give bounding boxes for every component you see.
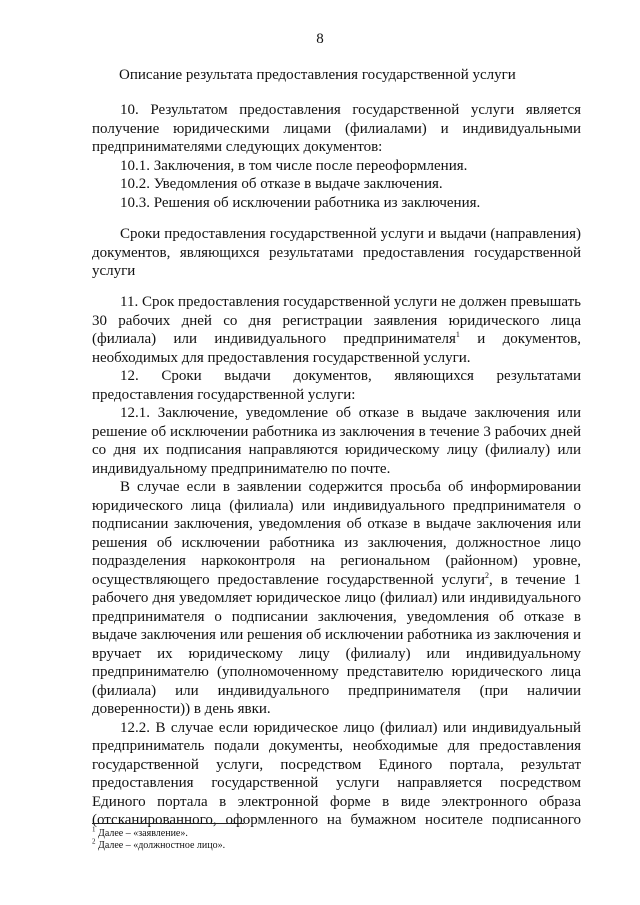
paragraph-11: 11. Срок предоставления государственной услуги не должен превышать 30 рабочих дней со дня регистрации заявления юридического лица (филиала) или индивидуального предпринимателя$^1$ и документов, необходимых для предоставления государственной услуги. (92, 294, 582, 366)
paragraph-10-1: 10.1. Заключения, в том числе после переоформления. (120, 157, 468, 174)
paragraph-12-2: 12.2. В случае если юридическое лицо (филиал) или индивидуальный предприниматель подали документы, необходимые для предоставления государственной услуги, посредством Единого портала, результат предоставления государственной услуги направляется посредством Единого портала в электронной форме в виде электронного образа (отсканированного, оформленного на бумажном носителе подписанного (92, 719, 581, 828)
paragraph-10-3: 10.3. Решения об исключении работника из заключения. (120, 194, 481, 211)
paragraph-10-2: 10.2. Уведомления об отказе в выдаче заключения. (120, 176, 443, 192)
footnote-separator (92, 823, 244, 824)
footnote-ref-1: 1 (455, 330, 460, 339)
footnote-2: $^2$ Далее – «должностное лицо». (92, 837, 226, 851)
paragraph-12: 12. Сроки выдачи документов, являющихся результатами предоставления государственной услуги: (92, 368, 581, 403)
page-number: 8 (316, 31, 324, 47)
section-heading-deadlines: Сроки предоставления государственной услуги и выдачи (направления) документов, являющихся результатами предоставления государственной услуги (92, 226, 581, 279)
paragraph-10-block (92, 101, 581, 212)
section-heading-result: Описание результата предоставления государственной услуги (119, 67, 516, 83)
footnote-1: $^1$ Далее – «заявление». (92, 825, 188, 839)
paragraph-notification-case: В случае если в заявлении содержится просьба об информировании юридического лица (филиала) или индивидуального предпринимателя о подписании заключения, уведомления об отказе в выдаче заключения или решения об исключении работника из заключения, должностное лицо подразделения наркоконтроля на региональном (районном) уровне, осуществляющего предоставление государственной услуги$^2$, в течение 1 рабочего дня уведомляет юридическое лицо (филиал) или индивидуального предпринимателя о подписании заключения, уведомления об отказе в выдаче заключения или решения об исключении работника из заключения и вручает их юридическому лицу (филиалу) или индивидуальному предпринимателю (уполномоченному представителю юридического лица (филиала) или индивидуального предпринимателя (при наличии доверенности)) в день явки. (92, 479, 582, 717)
footnote-ref-2: 2 (485, 570, 490, 580)
paragraph-11-12-block (92, 293, 581, 830)
paragraph-12-1: 12.1. Заключение, уведомление об отказе в выдаче заключения или решение об исключении работника из заключения в течение 3 рабочих дней со дня их подписания направляются юридическому лицу (филиалу) или индивидуальному предпринимателю по почте. (92, 405, 581, 477)
paragraph-10: 10. Результатом предоставления государственной услуги является получение юридическими лицами (филиалами) и индивидуальными предпринимателями следующих документов: (92, 102, 581, 155)
section-heading-deadlines-block (92, 225, 581, 281)
